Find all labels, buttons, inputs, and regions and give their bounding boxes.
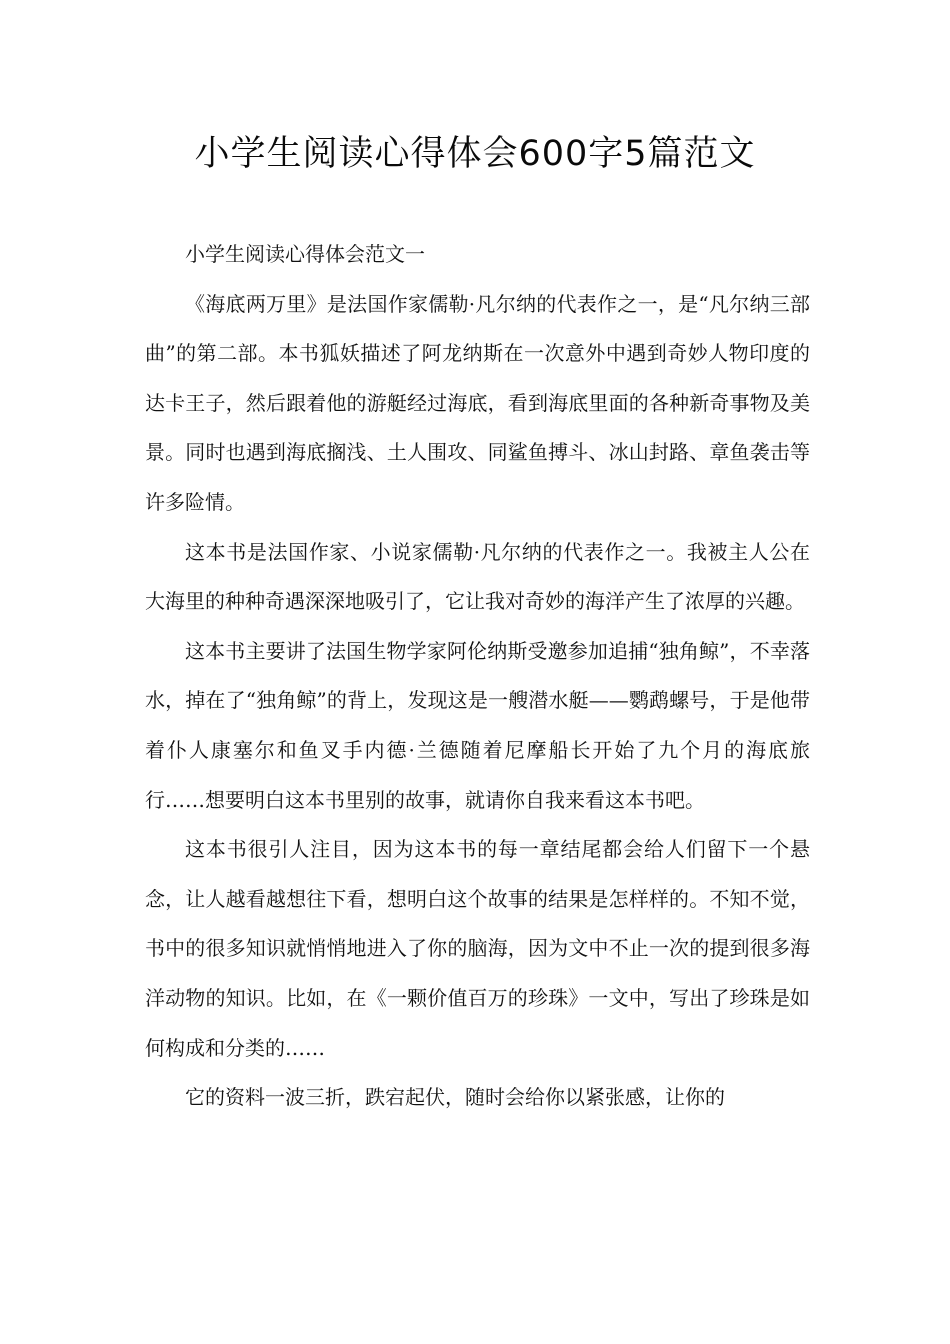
section-heading: 小学生阅读心得体会范文一 — [185, 242, 425, 266]
document-body — [145, 230, 810, 1123]
paragraph-2: 这本书是法国作家、小说家儒勒·凡尔纳的代表作之一。我被主人公在大海里的种种奇遇深深地吸引了，它让我对奇妙的海洋产生了浓厚的兴趣。 — [145, 539, 810, 614]
paragraph-4: 这本书很引人注目，因为这本书的每一章结尾都会给人们留下一个悬念，让人越看越想往下看，想明白这个故事的结果是怎样样的。不知不觉，书中的很多知识就悄悄地进入了你的脑海，因为文中不止一次的提到很多海洋动物的知识。比如，在《一颗价值百万的珍珠》一文中，写出了珍珠是如何构成和分类的…… — [145, 837, 810, 1060]
paragraph-1: 《海底两万里》是法国作家儒勒·凡尔纳的代表作之一，是“凡尔纳三部曲”的第二部。本书狐妖描述了阿龙纳斯在一次意外中遇到奇妙人物印度的达卡王子，然后跟着他的游艇经过海底，看到海底里面的各种新奇事物及美景。同时也遇到海底搁浅、土人围攻、同鲨鱼搏斗、冰山封路、章鱼袭击等许多险情。 — [145, 291, 810, 514]
document-title: 小学生阅读心得体会600字5篇范文 — [194, 134, 756, 174]
paragraph-5: 它的资料一波三折，跌宕起伏，随时会给你以紧张感，让你的 — [185, 1085, 725, 1110]
paragraph-3: 这本书主要讲了法国生物学家阿伦纳斯受邀参加追捕“独角鲸”，不幸落水，掉在了“独角鲸”的背上，发现这是一艘潜水艇——鹦鹉螺号，于是他带着仆人康塞尔和鱼叉手内德·兰德随着尼摩船长开始了九个月的海底旅行……想要明白这本书里别的故事，就请你自我来看这本书吧。 — [145, 638, 810, 812]
